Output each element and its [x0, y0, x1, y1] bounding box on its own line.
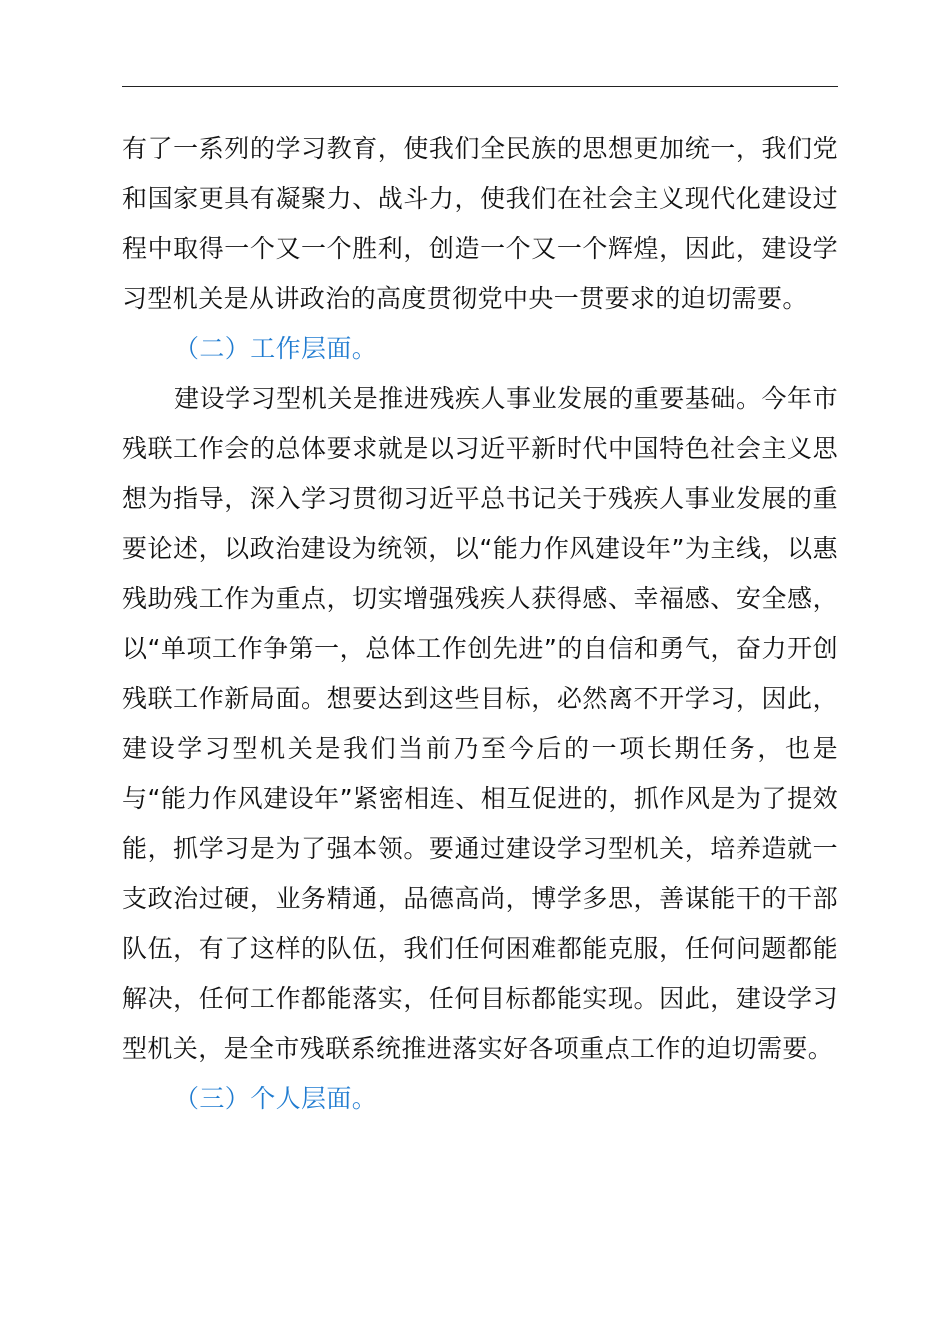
section-heading-personal: （三）个人层面。	[174, 1084, 378, 1113]
document-body	[122, 124, 838, 1124]
paragraph-work: 建设学习型机关是推进残疾人事业发展的重要基础。今年市残联工作会的总体要求就是以习近平新时代中国特色社会主义思想为指导，深入学习贯彻习近平总书记关于残疾人事业发展的重要论述，以政治建设为统领，以“能力作风建设年”为主线，以惠残助残工作为重点，切实增强残疾人获得感、幸福感、安全感，以“单项工作争第一，总体工作创先进”的自信和勇气，奋力开创残联工作新局面。想要达到这些目标，必然离不开学习，因此，建设学习型机关是我们当前乃至今后的一项长期任务，也是与“能力作风建设年”紧密相连、相互促进的，抓作风是为了提效能，抓学习是为了强本领。要通过建设学习型机关，培养造就一支政治过硬，业务精通，品德高尚，博学多思，善谋能干的干部队伍，有了这样的队伍，我们任何困难都能克服，任何问题都能解决，任何工作都能落实，任何目标都能实现。因此，建设学习型机关，是全市残联系统推进落实好各项重点工作的迫切需要。	[122, 384, 838, 1063]
header-rule	[122, 86, 838, 87]
paragraph-continued: 有了一系列的学习教育，使我们全民族的思想更加统一，我们党和国家更具有凝聚力、战斗力，使我们在社会主义现代化建设过程中取得一个又一个胜利，创造一个又一个辉煌，因此，建设学习型机关是从讲政治的高度贯彻党中央一贯要求的迫切需要。	[122, 134, 838, 313]
section-heading-work: （二）工作层面。	[174, 334, 378, 363]
